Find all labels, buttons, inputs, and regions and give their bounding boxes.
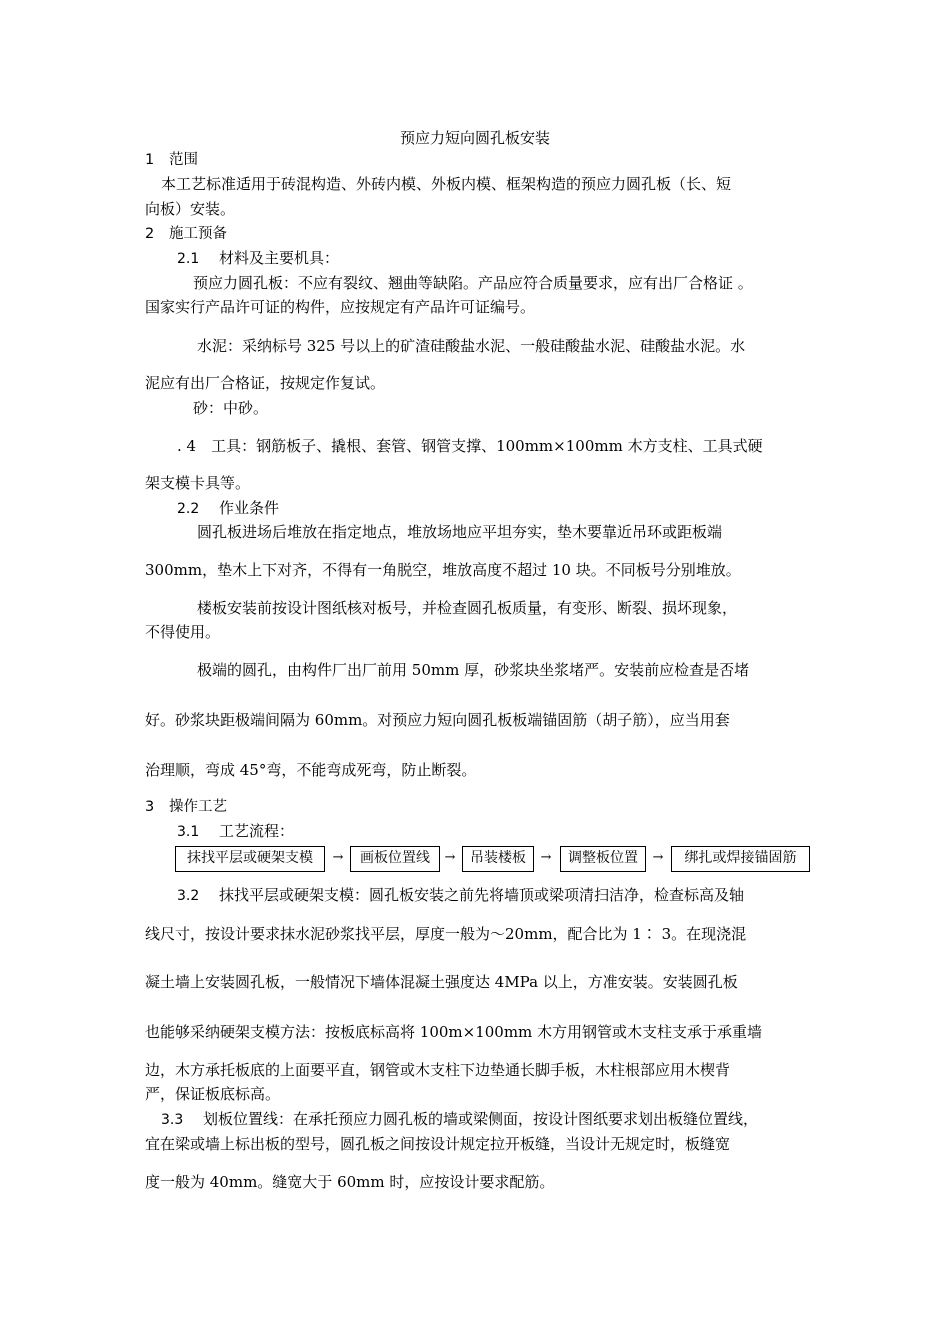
- paragraph-line: . 4 工具：钢筋板子、撬根、套管、钢管支撑、100mm×100mm 木方支柱、工具式硬: [177, 437, 763, 455]
- paragraph-line: 国家实行产品许可证的构件，应按规定有产品许可证编号。: [145, 298, 536, 316]
- flow-step-5: 绑扎或焊接锚固筋: [671, 846, 810, 872]
- process-flowchart: [175, 846, 815, 872]
- subsection-heading-2-1: 2.1 材料及主要机具：: [177, 249, 340, 267]
- paragraph-line: 宜在梁或墙上标出板的型号，圆孔板之间按设计规定拉开板缝，当设计无规定时，板缝宽: [145, 1135, 731, 1153]
- paragraph-line: 好。砂浆块距极端间隔为 60mm。对预应力短向圆孔板板端锚固筋（胡子筋），应当用套: [145, 711, 730, 729]
- arrow-right-icon: →: [332, 850, 344, 865]
- arrow-right-icon: →: [652, 850, 664, 865]
- paragraph-line: 砂：中砂。: [193, 399, 269, 417]
- paragraph-line: 度一般为 40mm。缝宽大于 60mm 时，应按设计要求配筋。: [145, 1173, 555, 1191]
- page-title: 预应力短向圆孔板安装: [399, 129, 550, 147]
- paragraph-line: 凝土墙上安装圆孔板，一般情况下墙体混凝土强度达 4MPa 以上，方准安装。安装圆孔板: [145, 973, 738, 991]
- arrow-right-icon: →: [444, 850, 456, 865]
- paragraph-line: 圆孔板进场后堆放在指定地点，堆放场地应平坦夯实，垫木要靠近吊环或距板端: [197, 523, 723, 541]
- paragraph-line: 水泥：采纳标号 325 号以上的矿渣硅酸盐水泥、一般硅酸盐水泥、硅酸盐水泥。水: [197, 337, 746, 355]
- paragraph-line: 严，保证板底标高。: [145, 1085, 281, 1103]
- paragraph-line: 楼板安装前按设计图纸核对板号，并检查圆孔板质量，有变形、断裂、损坏现象，: [197, 599, 738, 617]
- paragraph-line: 治理顺，弯成 45°弯，不能弯成死弯，防止断裂。: [145, 761, 477, 779]
- section-heading-3: 3 操作工艺: [145, 799, 227, 815]
- arrow-right-icon: →: [540, 850, 552, 865]
- paragraph-line: 边，木方承托板底的上面要平直，钢管或木支柱下边垫通长脚手板，木柱根部应用木楔背: [145, 1061, 731, 1079]
- flow-step-4: 调整板位置: [560, 846, 646, 872]
- paragraph-line: 极端的圆孔，由构件厂出厂前用 50mm 厚，砂浆块坐浆堵严。安装前应检查是否堵: [197, 661, 750, 679]
- section-heading-2: 2 施工预备: [145, 226, 227, 242]
- paragraph-line: 也能够采纳硬架支模方法：按板底标高将 100m×100mm 木方用钢管或木支柱支承于承重墙: [145, 1023, 763, 1041]
- subsection-heading-3-1: 3.1 工艺流程：: [177, 822, 295, 840]
- paragraph-line: 300mm，垫木上下对齐，不得有一角脱空，堆放高度不超过 10 块。不同板号分别堆放。: [145, 561, 741, 579]
- flow-step-2: 画板位置线: [350, 846, 440, 872]
- subsection-heading-3-2: 3.2 抹找平层或硬架支模：圆孔板安装之前先将墙顶或梁项清扫洁净，检查标高及轴: [177, 886, 745, 904]
- paragraph-line: 不得使用。: [145, 623, 221, 641]
- paragraph-line: 向板）安装。: [145, 200, 236, 218]
- subsection-heading-2-2: 2.2 作业条件: [177, 499, 280, 517]
- section-heading-1: 1 范围: [145, 152, 198, 168]
- paragraph-line: 泥应有出厂合格证，按规定作复试。: [145, 374, 386, 392]
- paragraph-line: 预应力圆孔板：不应有裂纹、翘曲等缺陷。产品应符合质量要求，应有出厂合格证 。: [193, 274, 753, 292]
- subsection-heading-3-3: 3.3 划板位置线：在承托预应力圆孔板的墙或梁侧面，按设计图纸要求划出板缝位置线，: [161, 1110, 759, 1128]
- paragraph-line: 本工艺标准适用于砖混构造、外砖内模、外板内模、框架构造的预应力圆孔板（长、短: [161, 175, 732, 193]
- paragraph-line: 线尺寸，按设计要求抹水泥砂浆找平层，厚度一般为～20mm，配合比为 1∶ 3。在现浇混: [145, 925, 747, 943]
- flow-step-1: 抹找平层或硬架支模: [175, 846, 325, 872]
- paragraph-line: 架支模卡具等。: [145, 474, 251, 492]
- flow-step-3: 吊装楼板: [462, 846, 534, 872]
